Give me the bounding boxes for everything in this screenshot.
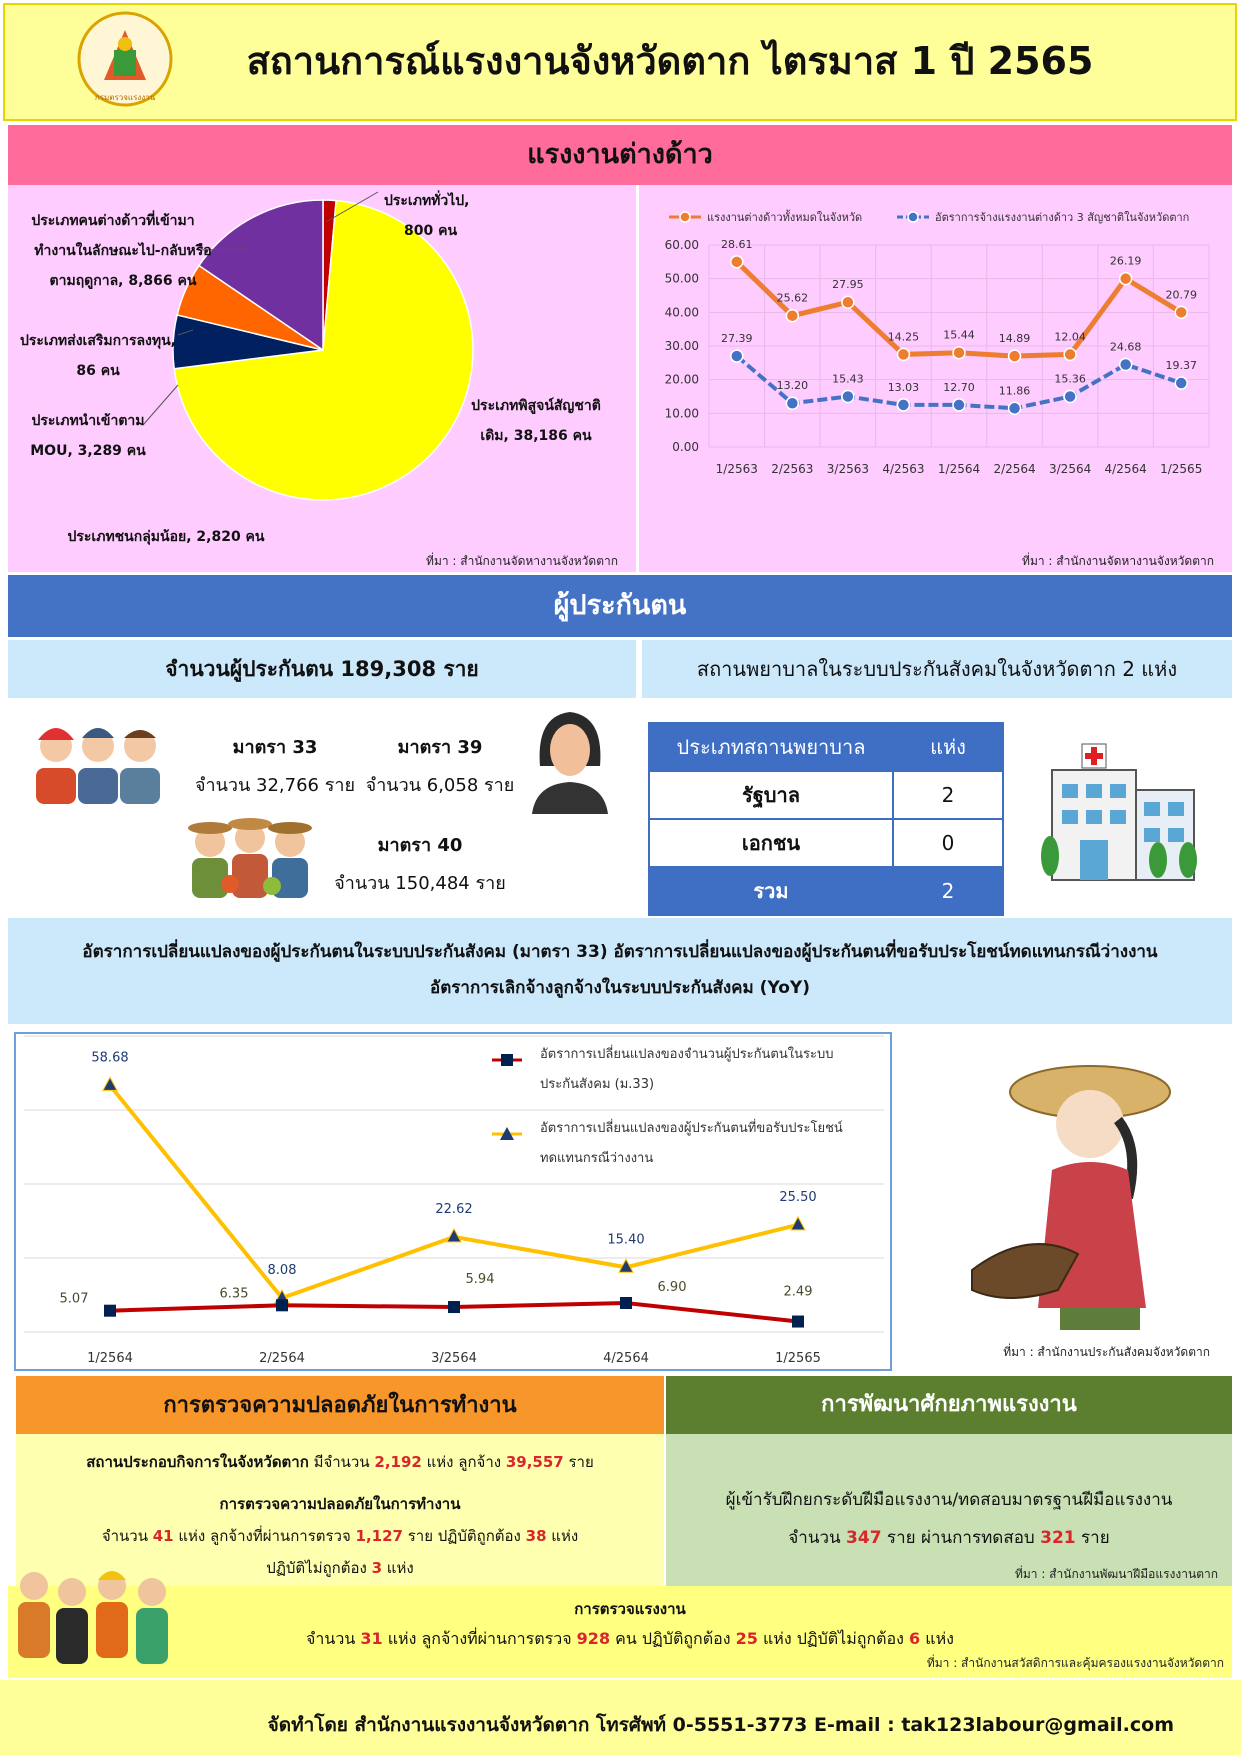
x-tick-label: 1/2563 [715,462,758,476]
data-point [842,391,854,403]
x-tick-label: 1/2564 [87,1351,133,1366]
pie-label-minority: ประเภทชนกลุ่มน้อย, 2,820 คน [67,529,265,545]
pie-chart [8,185,636,572]
y-tick-label: 40.00 [664,305,699,320]
data-label: 15.40 [607,1232,645,1248]
data-label: 15.43 [832,372,864,386]
table-row-type: รัฐบาล [649,771,893,819]
data-point [1175,377,1187,389]
skill-line-2: จำนวน 347 ราย ผ่านการทดสอบ 321 ราย [788,1528,1110,1548]
y-tick-label: 50.00 [664,271,699,286]
m40-title: มาตรา 40 [377,835,463,856]
x-tick-label: 3/2564 [1049,462,1092,476]
workers-icon [28,712,168,804]
data-point [104,1305,116,1317]
hospital-icon [1040,740,1204,886]
skill-source: ที่มา : สำนักงานพัฒนาฝีมือแรงงานตาก [1014,1567,1218,1581]
foreign-legend [669,209,1189,224]
data-label: 24.68 [1109,340,1142,354]
pie-label-mou-1: ประเภทนำเข้าตาม [31,413,145,429]
data-label: 27.39 [721,332,753,346]
legend-foreign-total: แรงงานต่างด้าวทั้งหมดในจังหวัด [707,211,863,224]
x-tick-label: 2/2563 [771,462,814,476]
foreign-x-ticks [716,462,1203,476]
safety-l1-b: มีจำนวน [308,1453,375,1471]
page-title: สถานการณ์แรงงานจังหวัดตาก ไตรมาส 1 ปี 2565 [246,39,1094,83]
data-label: 14.89 [998,332,1031,346]
inspection-title: การตรวจแรงงาน [574,1600,686,1618]
x-tick-label: 2/2564 [259,1351,305,1366]
footer-text: จัดทำโดย สำนักงานแรงงานจังหวัดตาก โทรศัพท์ 0-5551-3773 E-mail : tak123labour@gmail.com [267,1714,1174,1736]
data-label: 5.07 [59,1291,89,1307]
data-point [786,310,798,322]
data-label: 25.50 [779,1189,817,1205]
rate-legend-1a: อัตราการเปลี่ยนแปลงของจำนวนผู้ประกันตนในระบบ [540,1047,834,1062]
data-label: 27.95 [832,278,864,292]
skill-line-1: ผู้เข้ารับฝึกยกระดับฝีมือแรงงาน/ทดสอบมาตรฐานฝีมือแรงงาน [725,1490,1173,1510]
x-tick-label: 4/2564 [1104,462,1147,476]
data-point [1120,273,1132,285]
data-point [953,347,965,359]
data-label: 12.04 [1054,330,1086,344]
pie-label-seasonal-3: ตามฤดูกาล, 8,866 คน [49,273,197,289]
ministry-logo [76,10,174,108]
table-row-count: 2 [893,771,1003,819]
data-label: 5.94 [465,1272,495,1288]
x-tick-label: 1/2565 [775,1351,821,1366]
data-label: 13.03 [887,380,920,394]
safety-l1-d: ราย [563,1453,594,1471]
hospital-count: สถานพยาบาลในระบบประกันสังคมในจังหวัดตาก 2 แห่ง [642,640,1232,698]
m39-value: จำนวน 6,058 ราย [365,775,515,796]
data-point [731,256,743,268]
safety-line-3: จำนวน 41 แห่ง ลูกจ้างที่ผ่านการตรวจ 1,127 ราย ปฏิบัติถูกต้อง 38 แห่ง [101,1527,579,1545]
hospital-table [648,722,1004,914]
pie-label-verify-2: เดิม, 38,186 คน [480,428,592,444]
pie-label-mou-2: MOU, 3,289 คน [30,443,146,459]
y-tick-label: 60.00 [664,238,699,252]
x-tick-label: 3/2563 [826,462,869,476]
table-head-count: แห่ง [893,723,1003,771]
insured-total: จำนวนผู้ประกันตน 189,308 ราย [8,640,636,698]
data-label: 20.79 [1165,288,1197,302]
safety-line-2: การตรวจความปลอดภัยในการทำงาน [219,1495,461,1513]
data-point [620,1297,632,1309]
safety-l1-n2: 39,557 [505,1453,564,1471]
data-label: 58.68 [91,1050,129,1066]
rate-title-1: อัตราการเปลี่ยนแปลงของผู้ประกันตนในระบบประกันสังคม (มาตรา 33) อัตราการเปลี่ยนแปลงของผู้ประกันตนที่ขอรับประโยชน์ทดแทนกรณีว่างงาน [82,942,1158,962]
data-point [897,348,909,360]
data-point [731,350,743,362]
data-label: 2.49 [783,1284,813,1300]
rate-title-2: อัตราการเลิกจ้างลูกจ้างในระบบประกันสังคม (YoY) [430,978,810,998]
woman-icon [528,706,612,814]
data-point [792,1316,804,1328]
data-label: 12.70 [943,380,975,394]
data-label: 19.37 [1165,359,1197,373]
farmers-icon [180,806,320,902]
safety-line-4: ปฏิบัติไม่ถูกต้อง 3 แห่ง [266,1559,414,1577]
data-point [1120,359,1132,371]
data-label: 8.08 [267,1263,297,1279]
pie-label-general-2: 800 คน [404,223,458,239]
safety-title: การตรวจความปลอดภัยในการทำงาน [16,1376,664,1434]
skill-title: การพัฒนาศักยภาพแรงงาน [666,1376,1232,1434]
pie-slices [173,200,473,500]
legend-foreign-rate: อัตราการจ้างแรงงานต่างด้าว 3 สัญชาติในจังหวัดตาก [935,211,1190,224]
safety-line-1 [16,1450,664,1474]
data-point [1009,402,1021,414]
pie-label-seasonal-1: ประเภทคนต่างด้าวที่เข้ามา [31,213,195,229]
foreign-y-ticks [665,238,699,454]
inspection-source: ที่มา : สำนักงานสวัสดิการและคุ้มครองแรงงานจังหวัดตาก [926,1656,1224,1670]
rate-legend-1b: ประกันสังคม (ม.33) [540,1077,655,1092]
pie-label-invest-1: ประเภทส่งเสริมการลงทุน, [19,333,177,349]
pie-source: ที่มา : สำนักงานจัดหางานจังหวัดตาก [426,554,618,568]
table-row-count: 0 [893,819,1003,867]
x-tick-label: 2/2564 [993,462,1036,476]
data-point [786,397,798,409]
table-head-type: ประเภทสถานพยาบาล [649,723,893,771]
data-label: 6.35 [219,1286,249,1302]
x-tick-label: 3/2564 [431,1351,477,1366]
data-point [1009,350,1021,362]
rate-line-chart [14,1032,894,1372]
foreign-series [721,238,1197,414]
data-point [897,399,909,411]
rate-legend-2b: ทดแทนกรณีว่างงาน [540,1151,654,1166]
logo-text: กรมตรวจแรงงาน [94,93,156,102]
data-point [953,399,965,411]
table-row-type: เอกชน [649,819,893,867]
woman-basket-illustration [968,1058,1198,1330]
table-total-count: 2 [893,867,1003,915]
pie-label-verify-1: ประเภทพิสูจน์สัญชาติ [471,398,601,414]
m33-title: มาตรา 33 [232,737,318,758]
data-point [842,296,854,308]
safety-l1-n1: 2,192 [374,1453,422,1471]
rate-title-box [8,918,1232,1024]
data-label: 15.44 [943,328,975,342]
leader-mou [143,385,178,425]
inspection-line: จำนวน 31 แห่ง ลูกจ้างที่ผ่านการตรวจ 928 คน ปฏิบัติถูกต้อง 25 แห่ง ปฏิบัติไม่ถูกต้อง 6 แห่ง [306,1629,954,1648]
m33-value: จำนวน 32,766 ราย [194,775,356,796]
data-point [1064,348,1076,360]
people-illustration [12,1556,180,1670]
data-label: 14.25 [887,330,920,344]
foreign-title: แรงงานต่างด้าว [8,125,1232,185]
rate-legend-2a: อัตราการเปลี่ยนแปลงของผู้ประกันตนที่ขอรับประโยชน์ [540,1121,843,1136]
data-label: 13.20 [776,379,809,393]
insured-source: ที่มา : สำนักงานประกันสังคมจังหวัดตาก [1003,1345,1210,1359]
data-point [276,1299,288,1311]
data-point [448,1301,460,1313]
data-label: 6.90 [657,1280,687,1295]
pie-label-invest-2: 86 คน [76,363,120,379]
table-total-type: รวม [649,867,893,915]
data-label: 22.62 [435,1201,473,1217]
data-label: 15.36 [1054,372,1086,386]
y-tick-label: 30.00 [664,339,699,353]
data-label: 25.62 [776,291,809,305]
data-point [1175,306,1187,318]
data-label: 11.86 [998,384,1031,398]
m40-value: จำนวน 150,484 ราย [334,873,506,894]
x-tick-label: 4/2564 [603,1351,649,1366]
y-tick-label: 20.00 [664,372,699,387]
data-point [1064,391,1076,403]
x-tick-label: 1/2564 [937,462,981,476]
insured-title: ผู้ประกันตน [8,575,1232,637]
data-label: 26.19 [1109,254,1142,268]
y-tick-label: 10.00 [664,406,699,421]
m39-title: มาตรา 39 [397,737,483,758]
foreign-line-chart [639,185,1232,572]
safety-l1-a: สถานประกอบกิจการในจังหวัดตาก [86,1453,309,1471]
safety-l1-c: แห่ง ลูกจ้าง [421,1453,506,1471]
line-source: ที่มา : สำนักงานจัดหางานจังหวัดตาก [1022,554,1214,568]
x-tick-label: 4/2563 [882,462,925,476]
y-tick-label: 0.00 [672,440,699,454]
pie-label-general-1: ประเภททั่วไป, [384,193,470,209]
x-tick-label: 1/2565 [1160,462,1203,476]
pie-label-seasonal-2: ทำงานในลักษณะไป-กลับหรือ [34,243,212,259]
data-label: 28.61 [721,237,753,251]
